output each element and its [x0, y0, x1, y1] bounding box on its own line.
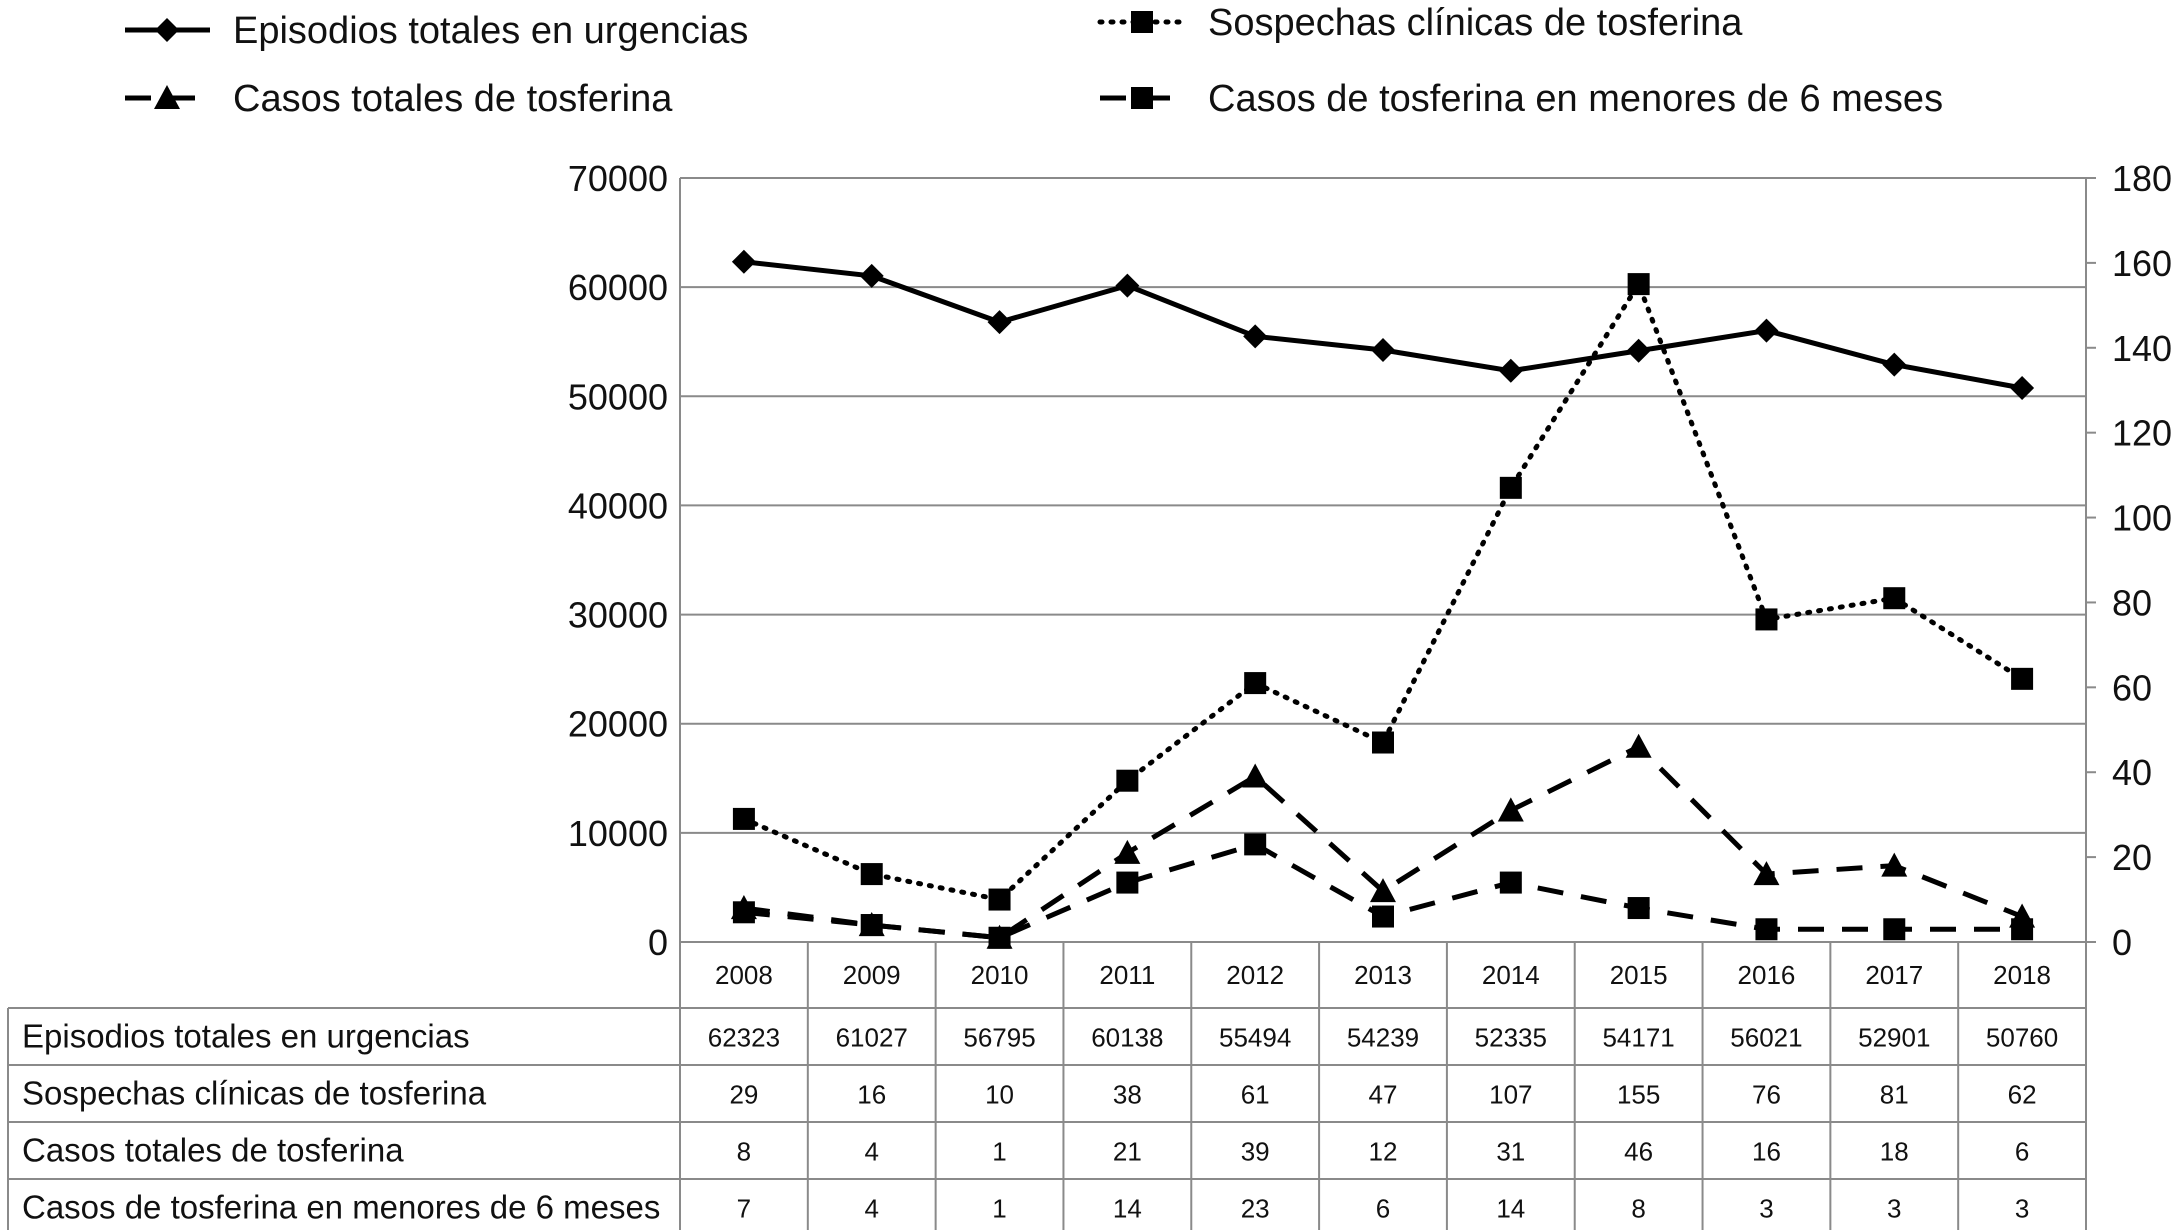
- y-left-tick-label: 10000: [567, 812, 668, 854]
- legend-marker: [1131, 87, 1153, 109]
- data-point: [2011, 918, 2033, 940]
- data-point: [861, 863, 883, 885]
- data-point: [1500, 477, 1522, 499]
- table-cell: 107: [1489, 1079, 1533, 1110]
- table-cell: 8: [1631, 1193, 1646, 1224]
- y-right-tick-label: 60: [2112, 667, 2153, 709]
- y-right-tick-label: 0: [2112, 922, 2133, 963]
- data-table: [8, 942, 2086, 1230]
- data-point: [1627, 339, 1651, 363]
- data-point: [1372, 906, 1394, 928]
- table-cell: 61027: [835, 1022, 908, 1053]
- y-right-tick-label: 40: [2112, 752, 2153, 794]
- data-point: [732, 250, 756, 274]
- table-cell: 62: [2007, 1079, 2037, 1110]
- table-cell: 16: [857, 1079, 887, 1110]
- table-cell: 54171: [1602, 1022, 1675, 1053]
- data-point: [1116, 770, 1138, 792]
- legend-marker: [155, 18, 179, 42]
- y-left-tick-label: 0: [647, 922, 668, 963]
- y-left-tick-label: 20000: [567, 703, 668, 745]
- table-cell: 6: [1375, 1193, 1391, 1224]
- data-point: [989, 889, 1011, 911]
- x-tick-label: 2009: [842, 960, 901, 990]
- y-right-tick-label: 20: [2112, 837, 2153, 879]
- grid: [680, 178, 2086, 942]
- series-0: [732, 250, 2034, 400]
- series-lines: [731, 250, 2035, 949]
- table-cell: 61: [1240, 1079, 1270, 1110]
- data-point: [1244, 672, 1266, 694]
- table-cell: 1: [992, 1136, 1007, 1167]
- y-right-tick-label: 120: [2112, 412, 2173, 454]
- legend-item-0: [125, 10, 748, 52]
- data-point: [861, 914, 883, 936]
- table-cell: 54239: [1346, 1022, 1420, 1053]
- table-cell: 3: [1887, 1193, 1902, 1224]
- y-left-tick-label: 40000: [567, 485, 668, 527]
- legend-marker: [1131, 11, 1153, 33]
- legend-label: Episodios totales en urgencias: [233, 10, 749, 52]
- table-cell: 12: [1368, 1136, 1398, 1167]
- table-cell: 14: [1112, 1193, 1142, 1224]
- y-left-tick-label: 50000: [567, 376, 668, 418]
- data-point: [733, 808, 755, 830]
- legend: [125, 2, 1943, 120]
- table-cell: 46: [1624, 1136, 1654, 1167]
- table-cell: 23: [1240, 1193, 1270, 1224]
- legend-label: Casos de tosferina en menores de 6 meses: [1208, 78, 1944, 120]
- table-cell: 4: [864, 1193, 879, 1224]
- table-cell: 52335: [1474, 1022, 1547, 1053]
- data-point: [988, 310, 1012, 334]
- y-right-tick-label: 160: [2112, 242, 2173, 284]
- legend-label: Casos totales de tosferina: [233, 78, 673, 120]
- table-cell: 3: [1759, 1193, 1774, 1224]
- table-cell: 14: [1496, 1193, 1526, 1224]
- table-cell: 10: [985, 1079, 1015, 1110]
- y-right-tick-label: 80: [2112, 582, 2153, 624]
- y-right-tick-label: 180: [2112, 158, 2173, 199]
- table-cell: 1: [992, 1193, 1007, 1224]
- y-left-tick-label: 60000: [567, 267, 668, 309]
- table-cell: 3: [2014, 1193, 2030, 1224]
- y-right-tick-label: 140: [2112, 327, 2173, 369]
- data-point: [1244, 833, 1266, 855]
- series-1: [733, 273, 2033, 910]
- y-left-tick-label: 70000: [567, 158, 668, 199]
- data-point: [1628, 273, 1650, 295]
- table-row-label: Casos de tosferina en menores de 6 meses: [22, 1188, 661, 1226]
- table-cell: 81: [1879, 1079, 1909, 1110]
- data-point: [1755, 608, 1777, 630]
- table-cell: 56795: [963, 1022, 1036, 1053]
- data-point: [1499, 359, 1523, 383]
- data-point: [1116, 872, 1138, 894]
- data-point: [1754, 319, 1778, 343]
- table-cell: 21: [1112, 1136, 1142, 1167]
- table-cell: 29: [729, 1079, 759, 1110]
- data-point: [860, 264, 884, 288]
- table-cell: 4: [864, 1136, 879, 1167]
- data-point: [1626, 734, 1652, 758]
- series-line: [744, 262, 2022, 388]
- data-point: [2011, 668, 2033, 690]
- table-cell: 76: [1751, 1079, 1781, 1110]
- axes: [568, 158, 2172, 963]
- data-point: [1883, 587, 1905, 609]
- x-tick-label: 2018: [1993, 960, 2052, 990]
- table-cell: 38: [1112, 1079, 1142, 1110]
- series-line: [744, 284, 2022, 899]
- x-tick-label: 2015: [1609, 960, 1668, 990]
- data-point: [1371, 338, 1395, 362]
- x-tick-label: 2010: [970, 960, 1029, 990]
- table-cell: 7: [736, 1193, 752, 1224]
- table-row-label: Casos totales de tosferina: [22, 1131, 404, 1169]
- data-point: [1883, 918, 1905, 940]
- table-cell: 18: [1879, 1136, 1909, 1167]
- table-row-label: Episodios totales en urgencias: [22, 1017, 470, 1055]
- data-point: [1242, 763, 1268, 787]
- legend-item-2: [125, 78, 673, 120]
- table-cell: 16: [1751, 1136, 1781, 1167]
- data-point: [1498, 797, 1524, 821]
- legend-item-3: [1100, 78, 1943, 120]
- table-cell: 31: [1496, 1136, 1526, 1167]
- table-cell: 55494: [1219, 1022, 1292, 1053]
- legend-label: Sospechas clínicas de tosferina: [1208, 2, 1743, 44]
- data-point: [1628, 897, 1650, 919]
- data-point: [1243, 324, 1267, 348]
- data-point: [1882, 353, 1906, 377]
- x-tick-label: 2014: [1481, 960, 1540, 990]
- y-left-tick-label: 30000: [567, 594, 668, 636]
- x-tick-label: 2012: [1226, 960, 1285, 990]
- table-cell: 62323: [707, 1022, 781, 1053]
- x-tick-label: 2016: [1737, 960, 1796, 990]
- x-tick-label: 2013: [1354, 960, 1412, 990]
- table-row-label: Sospechas clínicas de tosferina: [22, 1074, 487, 1112]
- data-point: [989, 927, 1011, 949]
- data-point: [1500, 872, 1522, 894]
- data-point: [1115, 274, 1139, 298]
- y-right-tick-label: 100: [2112, 497, 2173, 539]
- data-point: [733, 901, 755, 923]
- table-cell: 56021: [1730, 1022, 1803, 1053]
- x-tick-label: 2011: [1099, 960, 1156, 990]
- table-cell: 155: [1616, 1079, 1661, 1110]
- table-cell: 47: [1368, 1079, 1398, 1110]
- table-cell: 50760: [1985, 1022, 2059, 1053]
- x-tick-label: 2008: [714, 960, 773, 990]
- table-cell: 60138: [1091, 1022, 1164, 1053]
- data-point: [1372, 732, 1394, 754]
- table-cell: 8: [736, 1136, 752, 1167]
- table-cell: 52901: [1858, 1022, 1931, 1053]
- x-tick-label: 2017: [1865, 960, 1924, 990]
- data-point: [1114, 840, 1140, 864]
- table-cell: 6: [2014, 1136, 2030, 1167]
- table-cell: 39: [1240, 1136, 1270, 1167]
- data-point: [1755, 918, 1777, 940]
- legend-item-1: [1100, 2, 1743, 44]
